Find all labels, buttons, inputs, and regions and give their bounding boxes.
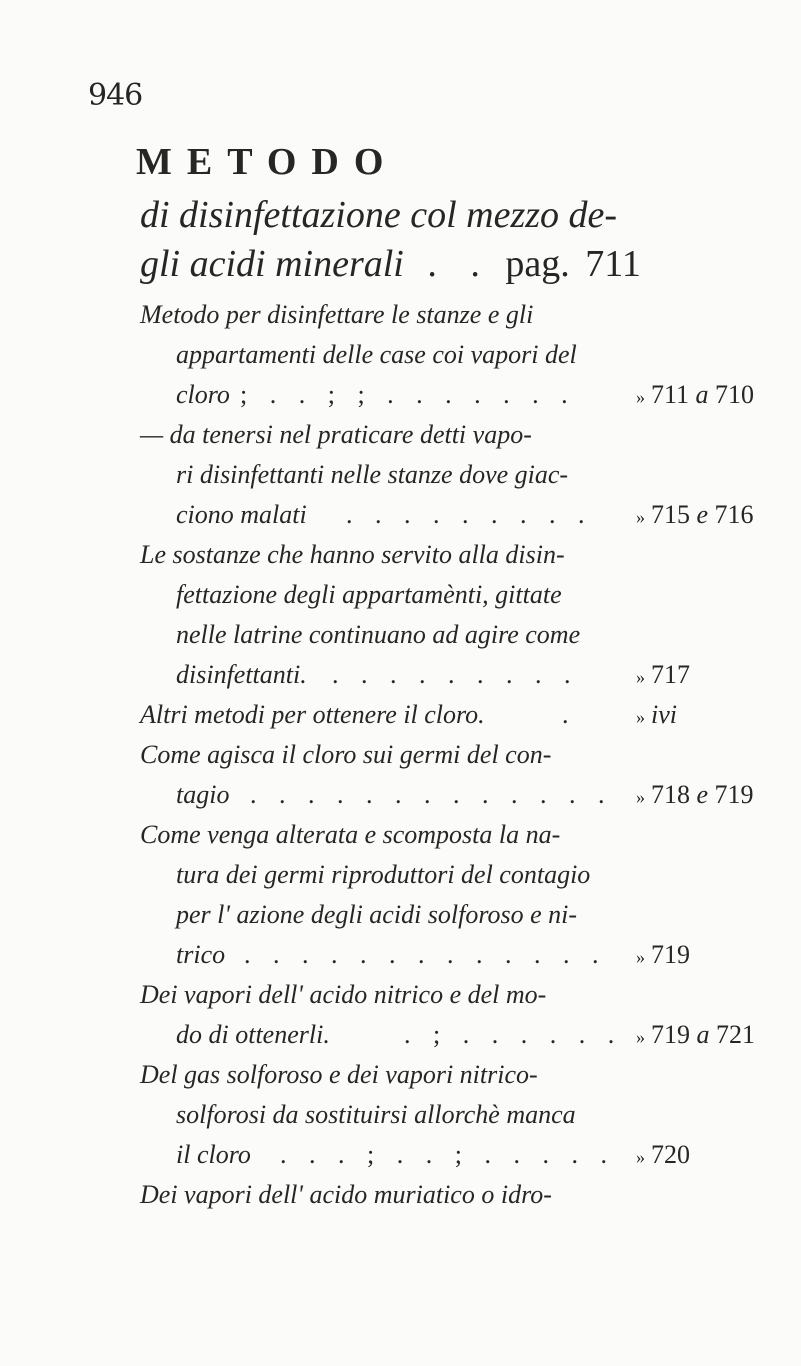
entry-line: per l' azione degli acidi solforoso e ni- [176, 900, 578, 929]
page-reference [636, 780, 754, 810]
title-line-2 [140, 242, 641, 286]
ref-end: 716 [714, 500, 754, 529]
ref-start: 717 [651, 660, 690, 689]
entry-line: fettazione degli appartamènti, gittate [176, 580, 562, 609]
page-reference [636, 1140, 690, 1170]
page-reference [636, 940, 690, 970]
entry-line: cloro [176, 380, 230, 409]
leader-dots: . . . . . . . . . [346, 500, 593, 529]
leader-dots: . [562, 700, 577, 729]
ref-conjunction: e [696, 780, 709, 809]
ditto-mark: » [636, 507, 645, 527]
ref-start: ivi [651, 700, 677, 729]
ref-conjunction: a [696, 1020, 710, 1049]
leader-dots: . ; . . . . . . [404, 1020, 623, 1049]
entry-line: trico [176, 940, 226, 969]
entry-line: — da tenersi nel praticare detti vapo- [140, 420, 532, 449]
entry-line: Altri metodi per ottenere il cloro. [140, 700, 485, 729]
page-reference [636, 700, 677, 730]
entry-line: disinfettanti. [176, 660, 307, 689]
entry-line: Metodo per disinfettare le stanze e gli [140, 300, 534, 329]
ref-conjunction: e [696, 500, 709, 529]
title-line-1: di disinfettazione col mezzo de- [140, 194, 618, 236]
entry-line: Le sostanze che hanno servito alla disin- [140, 540, 565, 569]
section-heading: METODO [136, 141, 399, 183]
entry-line: Del gas solforoso e dei vapori nitrico- [140, 1060, 538, 1089]
leader-dots: . . . . . . . . . . . . . [250, 780, 613, 809]
entry-line: appartamenti delle case coi vapori del [176, 340, 577, 369]
ref-conjunction: a [695, 380, 709, 409]
entry-line: tagio [176, 780, 230, 809]
ref-start: 719 [651, 1020, 690, 1049]
page-reference [636, 380, 754, 410]
page-number: 946 [88, 78, 143, 113]
pag-label: pag. [505, 243, 570, 285]
ref-start: 719 [651, 940, 690, 969]
entry-line: ciono malati [176, 500, 307, 529]
title-text: gli acidi minerali [140, 243, 404, 285]
leader-dots: . . . . . . . . . [332, 660, 579, 689]
ref-start: 715 [651, 500, 690, 529]
ditto-mark: » [636, 1147, 645, 1167]
pag-value: 711 [585, 243, 641, 285]
page-reference [636, 1020, 755, 1050]
ref-start: 718 [651, 780, 690, 809]
ditto-mark: » [636, 947, 645, 967]
entry-line: Come venga alterata e scomposta la na- [140, 820, 561, 849]
leader-dots: . . . . . . . . . . . . . [244, 940, 607, 969]
entry-line: ri disinfettanti nelle stanze dove giac- [176, 460, 569, 489]
ref-end: 721 [716, 1020, 755, 1049]
entry-line: il cloro [176, 1140, 251, 1169]
title-dots: . . [427, 243, 492, 285]
ref-start: 711 [651, 380, 690, 409]
entry-line: solforosi da sostituirsi allorchè manca [176, 1100, 576, 1129]
leader-dots: . . . ; . . ; . . . . . [280, 1140, 615, 1169]
ditto-mark: » [636, 667, 645, 687]
entry-line: tura dei germi riproduttori del contagio [176, 860, 591, 889]
ditto-mark: » [636, 1027, 645, 1047]
page-reference [636, 500, 754, 530]
entry-line: Dei vapori dell' acido nitrico e del mo- [140, 980, 547, 1009]
entry-line: Come agisca il cloro sui germi del con- [140, 740, 552, 769]
page-reference [636, 660, 690, 690]
ref-end: 710 [715, 380, 755, 409]
ditto-mark: » [636, 387, 645, 407]
entry-line: do di ottenerli. [176, 1020, 330, 1049]
ref-end: 719 [714, 780, 754, 809]
ditto-mark: » [636, 707, 645, 727]
ditto-mark: » [636, 787, 645, 807]
ref-start: 720 [651, 1140, 690, 1169]
entry-line: nelle latrine continuano ad agire come [176, 620, 581, 649]
leader-dots: ; . . ; ; . . . . . . . [240, 380, 576, 409]
entry-line: Dei vapori dell' acido muriatico o idro- [140, 1180, 552, 1209]
